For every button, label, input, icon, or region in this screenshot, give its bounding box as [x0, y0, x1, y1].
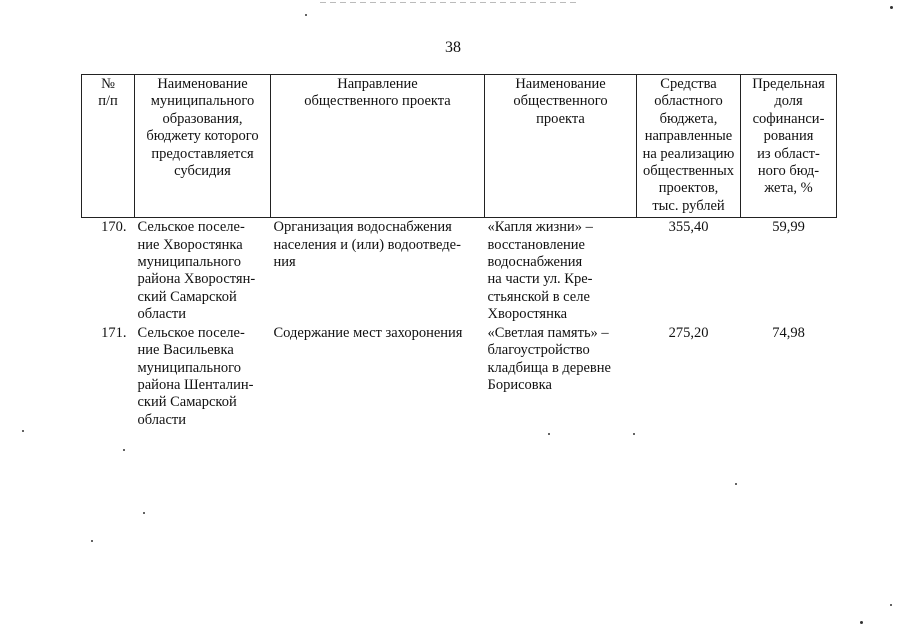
header-cofinancing-share: Предельная доля софинанси- рования из област- ного бюд- жета, %: [741, 75, 837, 218]
scan-speck: [890, 6, 893, 9]
row-share: 74,98: [772, 324, 805, 341]
table-header-row: [82, 75, 837, 218]
row-direction: Содержание мест захоронения: [273, 324, 463, 341]
row-municipality: Сельское поселе- ние Хворостянка муниципального района Хворостян- ский Самарской области: [137, 219, 256, 323]
table-row: [82, 218, 837, 324]
scan-speck: [735, 483, 737, 485]
scan-speck: [22, 430, 24, 432]
row-number: 170.: [101, 219, 127, 236]
row-share: 59,99: [772, 219, 805, 236]
header-municipality: Наименование муниципального образования, бюджету которого предоставляется субсидия: [135, 75, 271, 218]
page-number: 38: [445, 39, 461, 56]
row-funds: 355,40: [668, 219, 709, 236]
subsidy-table: [81, 74, 837, 429]
header-regional-funds: Средства областного бюджета, направленные на реализацию общественных проектов, тыс. рублей: [637, 75, 741, 218]
header-number: № п/п: [82, 75, 135, 218]
row-project: «Светлая память» – благоустройство кладбища в деревне Борисовка: [487, 324, 611, 393]
scan-speck: [890, 604, 892, 606]
header-project-name: Наименование общественного проекта: [485, 75, 637, 218]
scan-speck: [548, 433, 550, 435]
scan-speck: [91, 540, 93, 542]
row-funds: 275,20: [668, 324, 709, 341]
row-number: 171.: [101, 324, 127, 341]
scan-speck: [123, 449, 125, 451]
header-project-direction: Направление общественного проекта: [271, 75, 485, 218]
scan-speck: [633, 433, 635, 435]
row-project: «Капля жизни» – восстановление водоснабжения на части ул. Кре- стьянской в селе Хворостянка: [487, 219, 593, 323]
table-row: [82, 324, 837, 429]
scan-speck: [143, 512, 145, 514]
scan-artifact-line: [320, 2, 580, 3]
row-municipality: Сельское поселе- ние Васильевка муниципального района Шенталин- ский Самарской области: [137, 324, 254, 428]
scan-speck: [305, 14, 307, 16]
row-direction: Организация водоснабжения населения и (или) водоотведе- ния: [273, 219, 461, 271]
scan-speck: [860, 621, 863, 624]
